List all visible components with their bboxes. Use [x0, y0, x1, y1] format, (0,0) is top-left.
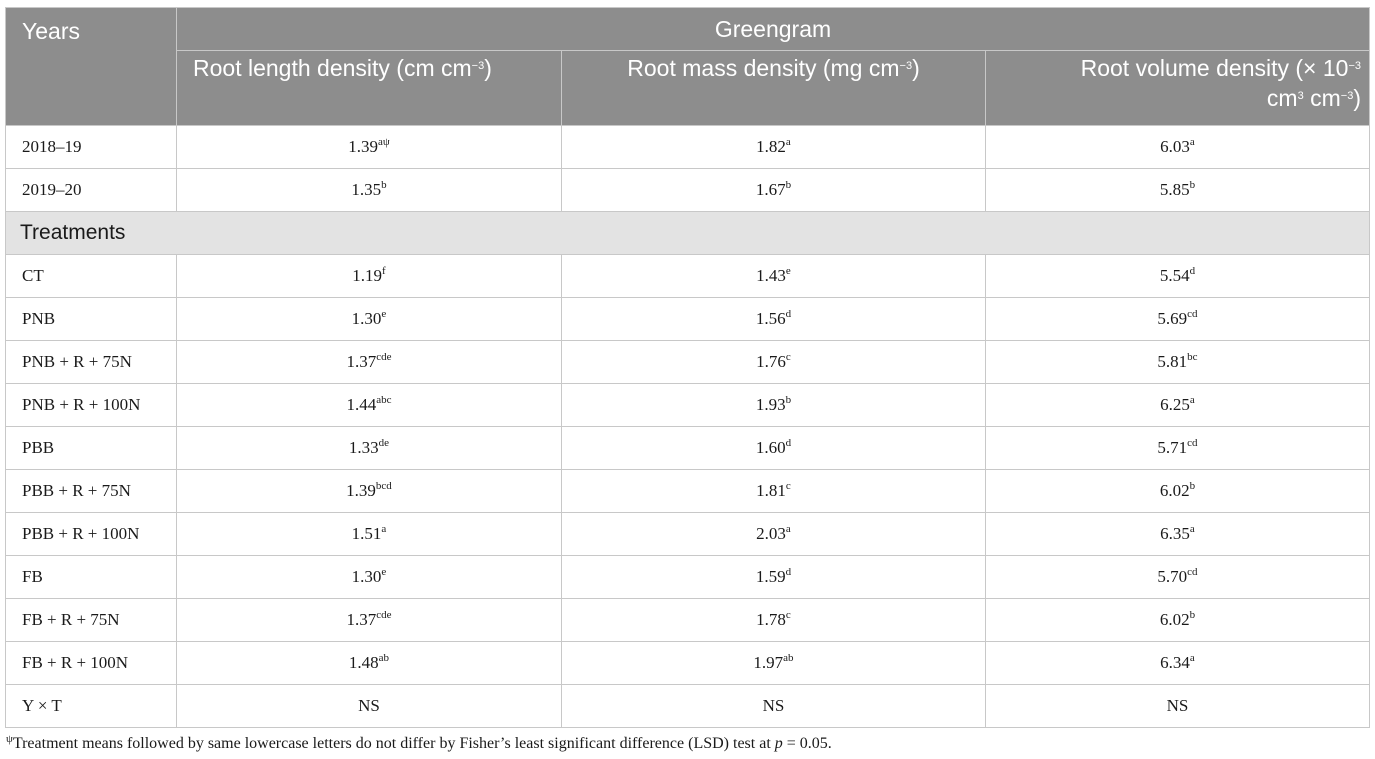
root-mass-density-value: 1.93$^b$ — [562, 384, 986, 427]
treatment-row — [6, 513, 1370, 556]
row-label: PNB + R + 100N — [6, 384, 177, 427]
row-label: PNB + R + 75N — [6, 341, 177, 384]
years-header: Years — [6, 8, 177, 126]
root-length-density-value: $1.39^{a\psi}$ — [177, 126, 562, 169]
root-length-density-value: 1.48$^{ab}$ — [177, 642, 562, 685]
treatments-section-label: Treatments — [6, 212, 1370, 255]
treatment-row — [6, 341, 1370, 384]
root-mass-density-value: 1.67$^b$ — [562, 169, 986, 212]
root-length-density-value: 1.19$^f$ — [177, 255, 562, 298]
root-mass-density-value: 1.81$^c$ — [562, 470, 986, 513]
root-volume-density-value: 5.69$^{cd}$ — [986, 298, 1370, 341]
row-label: 2018–19 — [6, 126, 177, 169]
root-length-density-value: 1.51$^a$ — [177, 513, 562, 556]
row-label: FB + R + 100N — [6, 642, 177, 685]
root-length-density-value: 1.37$^{cde}$ — [177, 599, 562, 642]
root-volume-density-value: 5.70$^{cd}$ — [986, 556, 1370, 599]
row-label: FB — [6, 556, 177, 599]
treatments-section-row — [6, 212, 1370, 255]
row-label: FB + R + 75N — [6, 599, 177, 642]
root-volume-density-value: 6.02$^b$ — [986, 470, 1370, 513]
root-mass-density-value: 1.76$^c$ — [562, 341, 986, 384]
root-length-density-value: 1.33de — [177, 427, 562, 470]
data-table — [5, 7, 1370, 728]
root-volume-density-value: 5.85$^b$ — [986, 169, 1370, 212]
root-mass-density-value: 1.97$^{ab}$ — [562, 642, 986, 685]
treatment-row — [6, 384, 1370, 427]
root-mass-density-value: 2.03$^a$ — [562, 513, 986, 556]
root-length-density-header: Root length density (cm $cm^{-3}$) — [177, 51, 562, 126]
treatment-row — [6, 255, 1370, 298]
root-mass-density-value: 1.82$^a$ — [562, 126, 986, 169]
root-mass-density-value: 1.78$^c$ — [562, 599, 986, 642]
row-label: PBB + R + 100N — [6, 513, 177, 556]
treatment-row — [6, 298, 1370, 341]
root-volume-density-value: NS — [986, 685, 1370, 728]
row-label: PNB — [6, 298, 177, 341]
root-length-density-value: 1.39$^{bcd}$ — [177, 470, 562, 513]
root-volume-density-value: 5.71$^{cd}$ — [986, 427, 1370, 470]
table-body — [6, 126, 1370, 728]
treatment-row — [6, 685, 1370, 728]
root-length-density-value: 1.35$^b$ — [177, 169, 562, 212]
treatment-row — [6, 470, 1370, 513]
root-length-density-value: 1.37$^{cde}$ — [177, 341, 562, 384]
year-row — [6, 126, 1370, 169]
treatment-row — [6, 642, 1370, 685]
root-length-density-value: 1.44$^{abc}$ — [177, 384, 562, 427]
root-volume-density-header: Root volume density (× $10^{-3}$ $cm^3$ $cm^{-3}$) — [986, 51, 1370, 126]
root-length-density-value: 1.30e — [177, 298, 562, 341]
root-mass-density-value: 1.59$^d$ — [562, 556, 986, 599]
root-length-density-value: NS — [177, 685, 562, 728]
greengram-header: Greengram — [177, 8, 1370, 51]
treatment-row — [6, 427, 1370, 470]
row-label: PBB + R + 75N — [6, 470, 177, 513]
root-volume-density-value: 5.81$^{bc}$ — [986, 341, 1370, 384]
table-header — [6, 8, 1370, 126]
root-volume-density-value: 6.25$^a$ — [986, 384, 1370, 427]
root-mass-density-value: NS — [562, 685, 986, 728]
row-label: PBB — [6, 427, 177, 470]
root-mass-density-value: 1.43e — [562, 255, 986, 298]
treatment-row — [6, 556, 1370, 599]
year-row — [6, 169, 1370, 212]
root-volume-density-value: 6.02$^b$ — [986, 599, 1370, 642]
root-volume-density-value: 5.54$^d$ — [986, 255, 1370, 298]
root-volume-density-value: 6.35$^a$ — [986, 513, 1370, 556]
row-label: CT — [6, 255, 177, 298]
table-footnote: $^\psi$Treatment means followed by same lowercase letters do not differ by Fisher’s least significant difference (LSD) test at p = 0.05. — [6, 733, 832, 752]
row-label: 2019–20 — [6, 169, 177, 212]
row-label: Y × T — [6, 685, 177, 728]
root-mass-density-value: 1.60$^d$ — [562, 427, 986, 470]
treatment-row — [6, 599, 1370, 642]
root-mass-density-value: 1.56$^d$ — [562, 298, 986, 341]
root-volume-density-value: 6.34$^a$ — [986, 642, 1370, 685]
root-mass-density-header: Root mass density (mg $cm^{-3}$) — [562, 51, 986, 126]
root-length-density-value: 1.30e — [177, 556, 562, 599]
root-volume-density-value: 6.03$^a$ — [986, 126, 1370, 169]
